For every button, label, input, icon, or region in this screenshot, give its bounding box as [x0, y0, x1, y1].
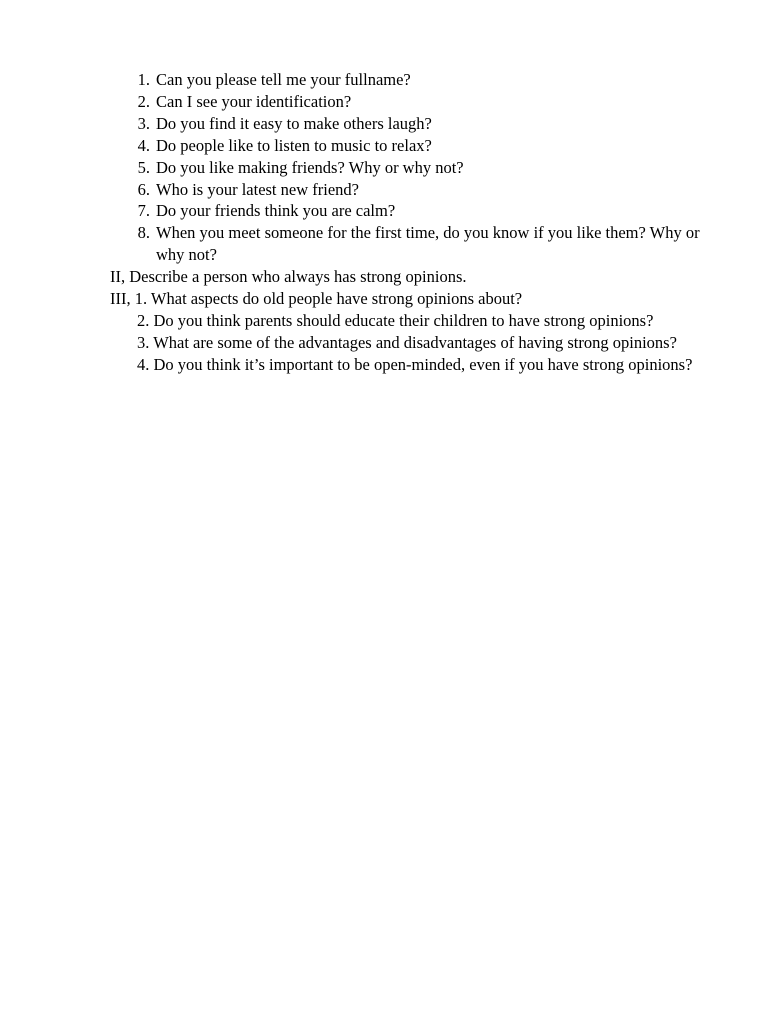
list-item-number: 2. — [137, 91, 150, 111]
list-item-text: Can I see your identification? — [156, 91, 352, 111]
list-item — [110, 135, 710, 157]
question-list — [110, 69, 710, 266]
list-item — [110, 222, 710, 266]
section-3-question-2: 2. Do you think parents should educate their children to have strong opinions? — [137, 310, 654, 330]
section-3-question-4: 4. Do you think it’s important to be open-minded, even if you have strong opinions? — [137, 354, 693, 374]
list-item-text: Do you find it easy to make others laugh? — [156, 113, 432, 133]
list-item-number: 3. — [137, 113, 150, 133]
list-item-number: 4. — [137, 135, 150, 155]
list-item — [110, 157, 710, 179]
list-item-number: 1. — [137, 70, 150, 89]
list-item — [110, 200, 710, 222]
section-3-question-1: III, 1. What aspects do old people have strong opinions about? — [110, 289, 523, 309]
list-item-text: Do your friends think you are calm? — [156, 201, 396, 221]
list-item-text: Do people like to listen to music to relax? — [156, 135, 432, 155]
section-3-question-3: 3. What are some of the advantages and disadvantages of having strong opinions? — [137, 332, 677, 352]
list-item-number: 7. — [137, 201, 150, 221]
list-item-text: Can you please tell me your fullname? — [156, 70, 411, 89]
list-item-number: 5. — [137, 157, 150, 177]
list-item — [110, 113, 710, 135]
list-item — [110, 69, 710, 91]
list-item-text: Do you like making friends? Why or why not? — [156, 157, 464, 177]
list-item — [110, 91, 710, 113]
list-item-text: Who is your latest new friend? — [156, 179, 359, 199]
list-item-number: 8. — [137, 223, 150, 243]
list-item-number: 6. — [137, 179, 150, 199]
list-item — [110, 179, 710, 201]
document-body — [110, 69, 710, 376]
list-item-text: When you meet someone for the first time, do you know if you like them? Why or why not? — [156, 223, 700, 265]
section-2-heading: II, Describe a person who always has strong opinions. — [110, 267, 467, 287]
